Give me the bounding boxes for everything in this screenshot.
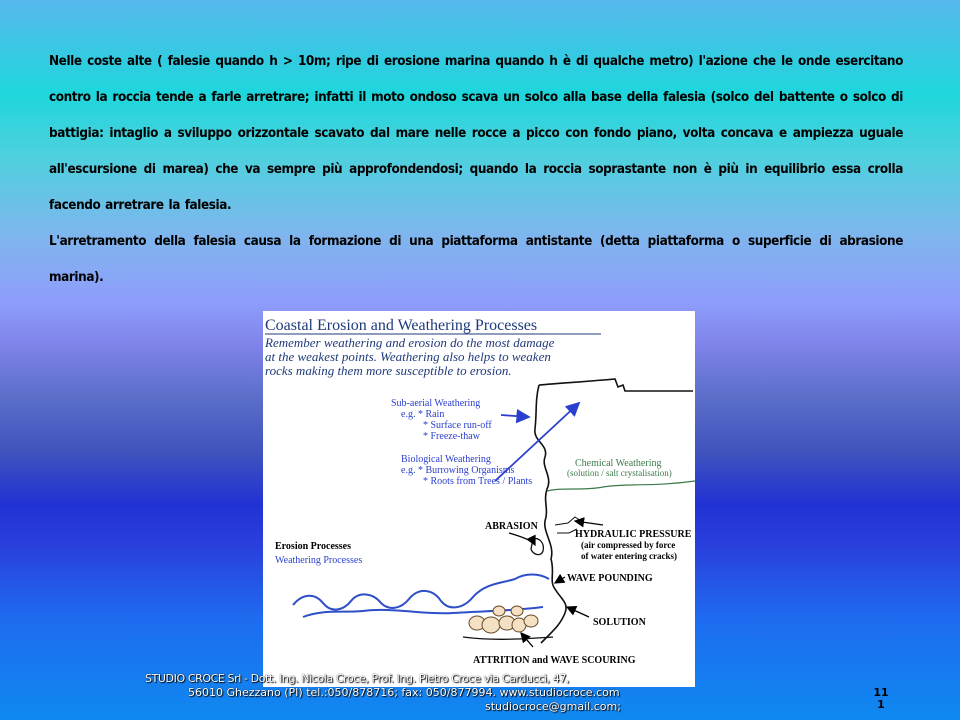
abrasion-label: ABRASION (485, 521, 538, 532)
chemical-weathering-line (547, 481, 695, 491)
solution-arrow (567, 607, 589, 617)
sea-floor (463, 637, 553, 639)
coastal-erosion-diagram (263, 311, 695, 687)
sub-aerial-line-1: e.g. * Rain (401, 409, 445, 420)
cliff-profile (535, 379, 693, 643)
sub-aerial-line-2: * Surface run-off (423, 420, 492, 431)
hydraulic-line-2: of water entering cracks) (581, 551, 678, 561)
wave-pounding-arrow (555, 577, 565, 583)
footer-line-1: STUDIO CROCE Srl - Dott. Ing. Nicola Croce, Prof. Ing. Pietro Croce via Carducci, 47, (145, 672, 570, 685)
solution-label: SOLUTION (593, 617, 646, 628)
legend-erosion: Erosion Processes (275, 541, 352, 552)
sub-aerial-heading: Sub-aerial Weathering (391, 398, 481, 409)
slide-body-text (49, 44, 903, 296)
biological-line-1: e.g. * Burrowing Organisms (401, 465, 515, 476)
hydraulic-heading: HYDRAULIC PRESSURE (575, 529, 692, 540)
abrasion-arrow (509, 533, 535, 545)
figure-title: Coastal Erosion and Weathering Processes (265, 317, 538, 334)
attrition-label: ATTRITION and WAVE SCOURING (473, 655, 636, 666)
biological-heading: Biological Weathering (401, 454, 491, 465)
hydraulic-arrow (575, 521, 603, 525)
chemical-detail: (solution / salt crystalisation) (567, 468, 672, 478)
footer-line-2: 56010 Ghezzano (PI) tel.:050/878716; fax: 050/877994. www.studiocroce.com (188, 686, 620, 699)
footer-email: studiocroce@gmail.com; (485, 700, 621, 713)
wave-pounding-label: WAVE POUNDING (567, 573, 653, 584)
sub-aerial-line-3: * Freeze-thaw (423, 431, 480, 442)
page-number-line-1: 11 (873, 686, 889, 699)
biological-line-2: * Roots from Trees / Plants (423, 476, 533, 487)
hydraulic-line-1: (air compressed by force (581, 540, 676, 550)
chemical-heading: Chemical Weathering (575, 458, 662, 469)
attrition-arrow (521, 633, 533, 647)
boulder-cluster (469, 606, 538, 633)
page-number-line-2: 1 (877, 698, 885, 711)
sub-aerial-arrow (501, 415, 529, 417)
legend-weathering: Weathering Processes (275, 555, 363, 566)
paragraph-abrasion-platform: L'arretramento della falesia causa la formazione di una piattaforma antistante (detta piattaforma o superficie di abrasione marina). (49, 234, 903, 285)
figure-subtitle-2: at the weakest points. Weathering also helps to weaken (265, 349, 551, 364)
figure-subtitle-1: Remember weathering and erosion do the most damage (265, 335, 555, 350)
paragraph-cliff-erosion: Nelle coste alte ( falesie quando h > 10m; ripe di erosione marina quando h è di qualche metro) l'azione che le onde esercitano contro la roccia tende a farle arretrare; infatti il moto ondoso scava un solco alla base della falesia (solco del battente o solco di battigia: intaglio a sviluppo orizzontale scavato dal mare nelle rocce a picco con fondo piano, volta concava e ampiezza uguale all'escursione di marea) che va sempre più approfondendosi; quando la roccia soprastante non è più in equilibrio essa crolla facendo arretrare la falesia. (49, 54, 903, 213)
abrasion-pocket (531, 539, 543, 555)
figure-subtitle-3: rocks making them more susceptible to erosion. (265, 363, 512, 378)
page-number (870, 687, 892, 711)
